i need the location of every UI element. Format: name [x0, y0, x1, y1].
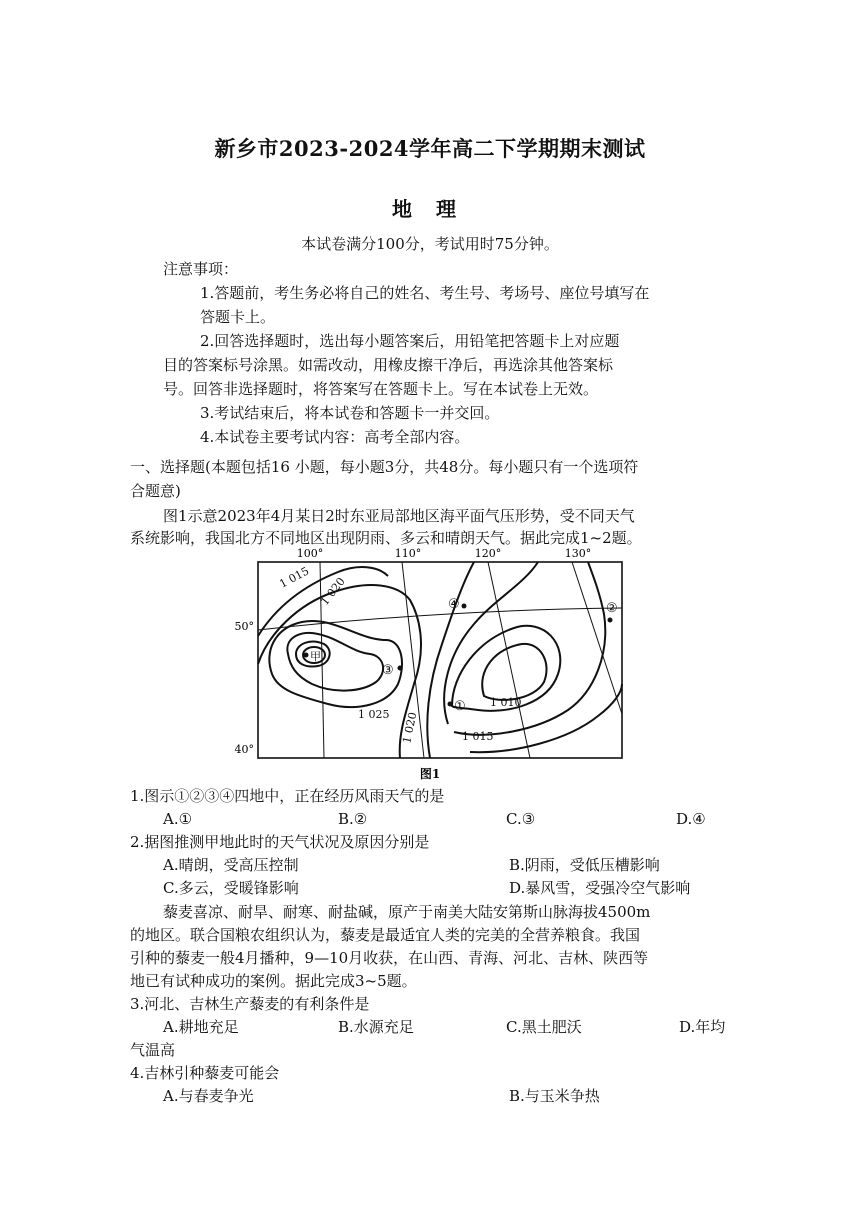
- passage-1-line-1: 图1示意2023年4月某日2时东亚局部地区海平面气压形势，受不同天气: [163, 507, 635, 525]
- section-1-heading-b: 合题意): [130, 482, 181, 500]
- lon-label-100: 100°: [296, 547, 324, 560]
- exam-title: 新乡市2023-2024学年高二下学期期末测试: [214, 136, 646, 161]
- q1-stem: 1.图示①②③④四地中，正在经历风雨天气的是: [130, 787, 445, 805]
- passage-1-line-2: 系统影响，我国北方不同地区出现阴雨、多云和晴朗天气。据此完成1~2题。: [130, 529, 642, 547]
- place-jia-dot: [304, 653, 309, 658]
- note-2-line-b: 目的答案标号涂黑。如需改动，用橡皮擦干净后，再选涂其他答案标: [163, 356, 614, 374]
- q3-option-d-continued: 气温高: [130, 1041, 176, 1059]
- q4-option-a: A.与春麦争光: [163, 1087, 254, 1105]
- lon-label-120: 120°: [474, 547, 502, 560]
- place-2-label: ②: [606, 601, 618, 616]
- q3-stem: 3.河北、吉林生产藜麦的有利条件是: [130, 995, 370, 1013]
- q2-option-d: D.暴风雪，受强冷空气影响: [509, 879, 691, 897]
- passage-2-line-1: 藜麦喜凉、耐旱、耐寒、耐盐碱，原产于南美大陆安第斯山脉海拔4500m: [163, 903, 651, 921]
- isobar-label-1020-south: 1 020: [400, 711, 420, 745]
- place-2-dot: [608, 618, 613, 623]
- isobar-label-1020-north: 1 020: [318, 575, 348, 608]
- isobar-label-1010: 1 010: [490, 696, 522, 709]
- q1-option-b: B.②: [338, 810, 368, 828]
- place-1-label: ①: [454, 699, 466, 714]
- lon-label-130: 130°: [564, 547, 592, 560]
- lon-label-110: 110°: [394, 547, 422, 560]
- note-3: 3.考试结束后，将本试卷和答题卡一并交回。: [200, 404, 500, 422]
- isobar-label-1015-east: 1 015: [462, 730, 494, 743]
- passage-2-line-2: 的地区。联合国粮农组织认为，藜麦是最适宜人类的完美的全营养粮食。我国: [130, 926, 641, 944]
- place-3-label: ③: [382, 663, 394, 678]
- place-jia-label: 甲: [310, 650, 321, 663]
- exam-meta: 本试卷满分100分，考试用时75分钟。: [301, 235, 559, 253]
- q2-option-a: A.晴朗，受高压控制: [163, 856, 299, 874]
- q3-option-c: C.黑土肥沃: [506, 1018, 582, 1036]
- lat-label-50: 50°: [234, 620, 254, 633]
- place-3-dot: [398, 666, 403, 671]
- note-1-line-a: 1.答题前，考生务必将自己的姓名、考生号、考场号、座位号填写在: [200, 284, 650, 302]
- place-1-dot: [448, 702, 453, 707]
- q2-stem: 2.据图推测甲地此时的天气状况及原因分别是: [130, 833, 430, 851]
- q2-option-b: B.阴雨，受低压槽影响: [509, 856, 660, 874]
- section-1-heading-a: 一、选择题(本题包括16 小题，每小题3分，共48分。每小题只有一个选项符: [130, 458, 639, 476]
- lat-label-40: 40°: [234, 743, 254, 756]
- q3-option-b: B.水源充足: [338, 1018, 414, 1036]
- isobar-label-1025: 1 025: [358, 708, 390, 721]
- place-4-dot: [462, 604, 467, 609]
- note-2-line-a: 2.回答选择题时，选出每小题答案后，用铅笔把答题卡上对应题: [200, 332, 620, 350]
- q4-option-b: B.与玉米争热: [509, 1087, 600, 1105]
- q4-stem: 4.吉林引种藜麦可能会: [130, 1064, 280, 1082]
- figure-1-caption: 图1: [419, 767, 441, 781]
- q1-option-c: C.③: [506, 810, 536, 828]
- note-4: 4.本试卷主要考试内容：高考全部内容。: [200, 428, 470, 446]
- notes-heading: 注意事项：: [163, 260, 239, 278]
- q1-option-a: A.①: [163, 810, 193, 828]
- place-4-label: ④: [448, 597, 460, 612]
- passage-2-line-3: 引种的藜麦一般4月播种，9—10月收获，在山西、青海、河北、吉林、陕西等: [130, 949, 649, 967]
- q3-option-d: D.年均: [679, 1018, 726, 1036]
- note-1-line-b: 答题卡上。: [200, 308, 276, 326]
- subject-title: 地理: [392, 197, 480, 221]
- q2-option-c: C.多云，受暖锋影响: [163, 879, 299, 897]
- isobar-label-1015-west: 1 015: [277, 564, 312, 591]
- q1-option-d: D.④: [676, 810, 706, 828]
- q3-option-a: A.耕地充足: [163, 1018, 239, 1036]
- note-2-line-c: 号。回答非选择题时，将答案写在答题卡上。写在本试卷上无效。: [163, 380, 599, 398]
- figure-1-isobar-map: [234, 544, 628, 782]
- passage-2-line-4: 地已有试种成功的案例。据此完成3~5题。: [130, 972, 417, 990]
